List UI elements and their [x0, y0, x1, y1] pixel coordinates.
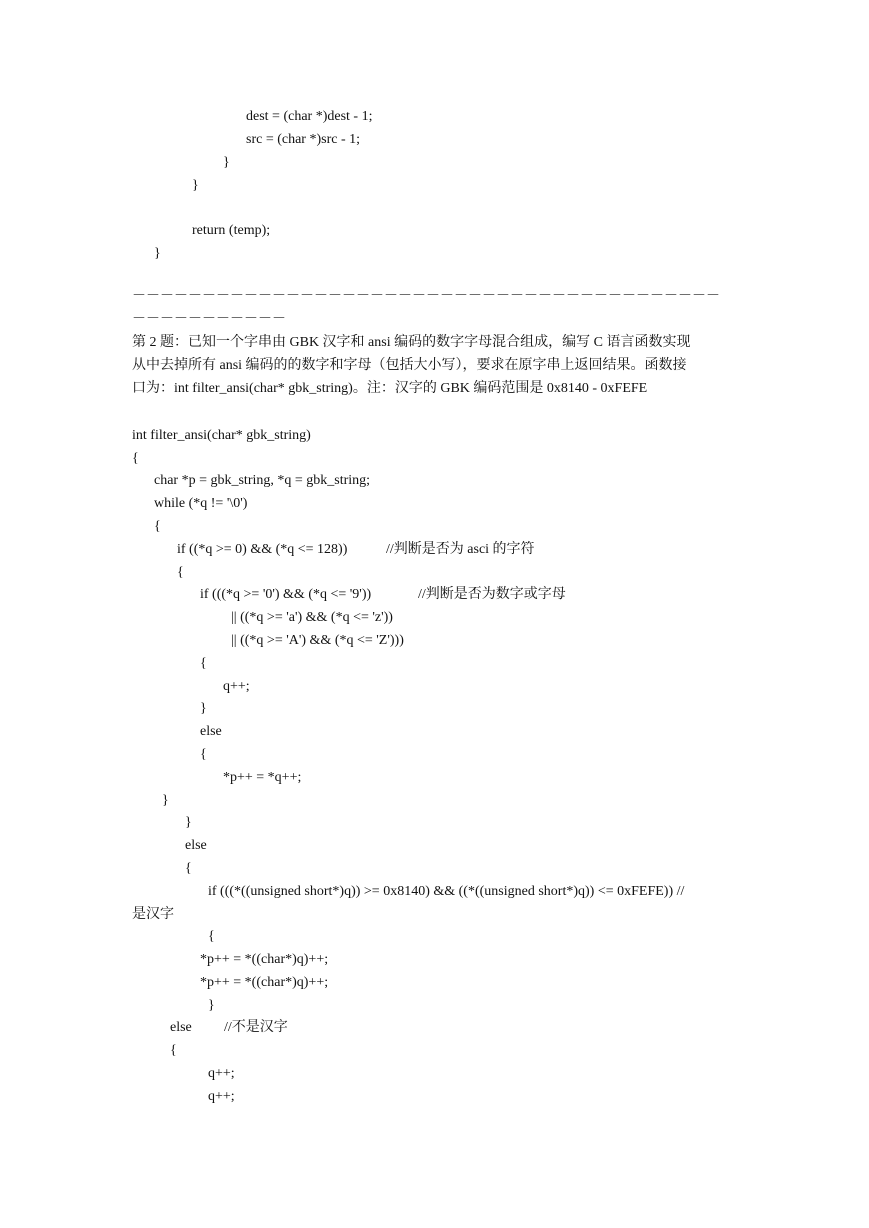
code-line: int filter_ansi(char* gbk_string): [132, 428, 311, 443]
code-line: else: [200, 724, 222, 739]
code-line: }: [154, 246, 161, 261]
code-line: }: [192, 178, 199, 193]
code-line: q++;: [223, 679, 250, 694]
code-line: if ((*q >= 0) && (*q <= 128)): [177, 542, 348, 557]
code-line: }: [162, 793, 169, 808]
code-line: || ((*q >= 'a') && (*q <= 'z')): [231, 610, 393, 625]
code-line: {: [185, 861, 192, 876]
code-line: src = (char *)src - 1;: [246, 132, 361, 147]
separator-line: －－－－－－－－－－－: [132, 312, 286, 327]
code-line: }: [200, 701, 207, 716]
code-line: q++;: [208, 1089, 235, 1104]
code-line: || ((*q >= 'A') && (*q <= 'Z'))): [231, 633, 404, 648]
code-line: if (((*((unsigned short*)q)) >= 0x8140) && ((*((unsigned short*)q)) <= 0xFEFE)) //: [208, 884, 685, 899]
question-text: 从中去掉所有 ansi 编码的的数字和字母（包括大小写），要求在原字串上返回结果。函数接: [132, 358, 687, 373]
code-line: {: [200, 656, 207, 671]
separator-line: －－－－－－－－－－－－－－－－－－－－－－－－－－－－－－－－－－－－－－－－－－: [132, 289, 720, 304]
code-line: *p++ = *((char*)q)++;: [200, 952, 329, 967]
code-line: else: [170, 1020, 192, 1035]
code-line: while (*q != '\0'): [154, 496, 248, 511]
code-line: }: [208, 998, 215, 1013]
code-line: 是汉字: [132, 907, 174, 922]
code-line: *p++ = *((char*)q)++;: [200, 975, 329, 990]
code-line: char *p = gbk_string, *q = gbk_string;: [154, 473, 371, 488]
code-comment: //判断是否为数字或字母: [418, 587, 566, 602]
code-comment: //不是汉字: [224, 1020, 288, 1035]
code-line: {: [208, 929, 215, 944]
code-line: {: [154, 519, 161, 534]
question-text: 口为：int filter_ansi(char* gbk_string)。注：汉字的 GBK 编码范围是 0x8140 - 0xFEFE: [132, 381, 648, 396]
code-line: }: [185, 815, 192, 830]
code-line: else: [185, 838, 207, 853]
code-line: {: [200, 747, 207, 762]
code-line: return (temp);: [192, 223, 271, 238]
code-line: }: [223, 155, 230, 170]
code-line: dest = (char *)dest - 1;: [246, 109, 373, 124]
code-line: q++;: [208, 1066, 235, 1081]
code-comment: //判断是否为 asci 的字符: [386, 542, 535, 557]
code-line: if (((*q >= '0') && (*q <= '9')): [200, 587, 372, 602]
code-line: {: [170, 1043, 177, 1058]
question-text: 第 2 题：已知一个字串由 GBK 汉字和 ansi 编码的数字字母混合组成，编写 C 语言函数实现: [132, 335, 691, 350]
code-line: {: [132, 451, 139, 466]
code-line: {: [177, 565, 184, 580]
code-line: *p++ = *q++;: [223, 770, 302, 785]
